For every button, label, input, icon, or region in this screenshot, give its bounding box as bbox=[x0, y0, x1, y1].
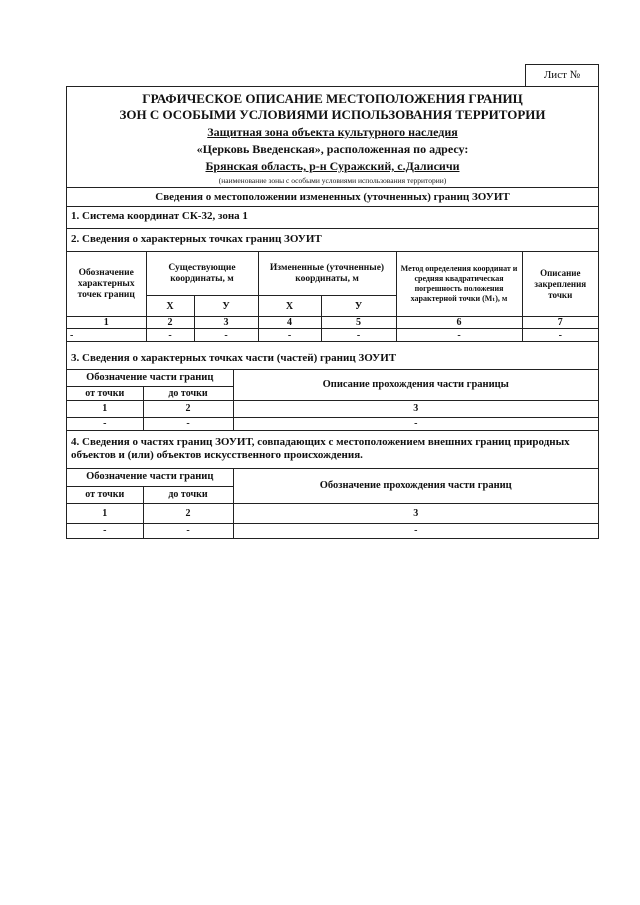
column-number: 2 bbox=[143, 400, 233, 417]
col-existing-coordinates: Существующие координаты, м bbox=[146, 252, 258, 296]
col-existing-x: X bbox=[146, 296, 194, 317]
col-changed-coordinates: Измененные (уточненные) координаты, м bbox=[258, 252, 396, 296]
col-part-designation: Обозначение части границ bbox=[67, 369, 233, 386]
column-number: 6 bbox=[396, 317, 522, 329]
section-1-title: 1. Система координат СК-32, зона 1 bbox=[71, 210, 248, 222]
column-number: 5 bbox=[321, 317, 396, 329]
points-table bbox=[67, 251, 598, 342]
title-line-2: ЗОН С ОСОБЫМИ УСЛОВИЯМИ ИСПОЛЬЗОВАНИЯ ТЕРРИТОРИИ bbox=[119, 107, 546, 122]
table-cell: - bbox=[143, 523, 233, 538]
col-from-point: от точки bbox=[67, 386, 143, 400]
table-cell: - bbox=[143, 417, 233, 430]
col-point-designation: Обозначение характерных точек границ bbox=[67, 252, 146, 317]
address: Брянская область, р-н Суражский, с.Далисичи bbox=[205, 159, 460, 173]
table-cell: - bbox=[67, 417, 143, 430]
col-to-point: до точки bbox=[143, 386, 233, 400]
section-4-title: 4. Сведения о частях границ ЗОУИТ, совпадающих с местоположением внешних границ природных объектов и (или) объектов искусственного происхождения. bbox=[71, 436, 570, 461]
column-number: 7 bbox=[522, 317, 598, 329]
info-header: Сведения о местоположении измененных (уточненных) границ ЗОУИТ bbox=[155, 191, 510, 203]
column-number: 4 bbox=[258, 317, 321, 329]
sheet-label: Лист № bbox=[543, 69, 581, 81]
sheet-number-box bbox=[525, 64, 599, 86]
column-number: 3 bbox=[233, 400, 598, 417]
table-cell: - bbox=[233, 523, 598, 538]
table-cell: - bbox=[146, 329, 194, 342]
col-existing-y: У bbox=[194, 296, 258, 317]
column-number: 1 bbox=[67, 317, 146, 329]
zone-caption: (наименование зоны с особыми условиями использования территории) bbox=[218, 176, 447, 185]
col-to-point: до точки bbox=[143, 486, 233, 503]
natural-boundaries-table bbox=[67, 468, 598, 538]
column-number: 1 bbox=[67, 400, 143, 417]
title-line-1: ГРАФИЧЕСКОЕ ОПИСАНИЕ МЕСТОПОЛОЖЕНИЯ ГРАНИЦ bbox=[142, 91, 523, 106]
col-method: Метод определения координат и средняя квадратическая погрешность положения характерной точки (Мₜ), м bbox=[396, 252, 522, 317]
col-fixing-description: Описание закрепления точки bbox=[522, 252, 598, 317]
col-from-point: от точки bbox=[67, 486, 143, 503]
divider bbox=[67, 228, 598, 229]
object-line: «Церковь Введенская», расположенная по адресу: bbox=[196, 142, 469, 156]
col-part-designation: Обозначение части границ bbox=[67, 468, 233, 486]
column-number: 1 bbox=[67, 503, 143, 523]
column-number: 2 bbox=[143, 503, 233, 523]
column-number: 3 bbox=[233, 503, 598, 523]
section-3-title: 3. Сведения о характерных точках части (частей) границ ЗОУИТ bbox=[71, 352, 397, 364]
col-part-description: Обозначение прохождения части границ bbox=[233, 468, 598, 503]
document-frame bbox=[66, 86, 599, 539]
zone-name: Защитная зона объекта культурного наследия bbox=[207, 125, 458, 139]
table-cell: - bbox=[194, 329, 258, 342]
col-changed-x: X bbox=[258, 296, 321, 317]
table-cell: - bbox=[258, 329, 321, 342]
section-2-title: 2. Сведения о характерных точках границ ЗОУИТ bbox=[71, 233, 322, 245]
table-cell: - bbox=[233, 417, 598, 430]
table-cell: - bbox=[522, 329, 598, 342]
column-number: 3 bbox=[194, 317, 258, 329]
column-number: 2 bbox=[146, 317, 194, 329]
col-part-description: Описание прохождения части границы bbox=[233, 369, 598, 400]
divider bbox=[67, 206, 598, 207]
table-cell: - bbox=[67, 523, 143, 538]
table-cell: - bbox=[396, 329, 522, 342]
divider bbox=[67, 187, 598, 188]
table-cell: - bbox=[321, 329, 396, 342]
col-changed-y: У bbox=[321, 296, 396, 317]
table-cell: - bbox=[67, 329, 146, 342]
parts-table bbox=[67, 369, 598, 431]
